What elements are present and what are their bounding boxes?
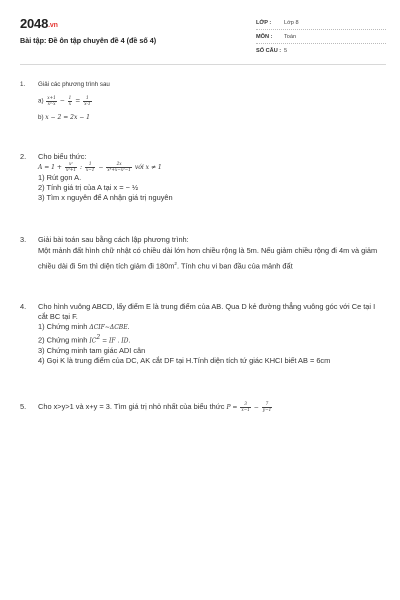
sub-item: 1) Chứng minh ΔCIF~ΔCBE. [38, 322, 130, 331]
question-3 [20, 234, 384, 272]
meta-label: LỚP : [256, 20, 272, 26]
question-intro: Giải bài toán sau bằng cách lập phương trình: [38, 235, 189, 244]
sub-item: 1) Rút gọn A. [38, 173, 82, 183]
question-number: 3. [20, 235, 27, 244]
question-intro: Cho hình vuông ABCD, lấy điểm E là trung điểm của AB. Qua D kẻ đường thẳng vuông góc với Ce tại I cắt BC tại F. [38, 302, 376, 321]
question-intro: Giải các phương trình sau [38, 81, 110, 88]
worksheet-meta [256, 17, 386, 57]
fraction: $\frac{x+1}{\text{x²-x}}$ [47, 95, 56, 106]
question-2 [20, 152, 384, 203]
problem-text: Một mảnh đất hình chữ nhật có chiều dài lớn hơn chiều rộng là 5m. Nếu giảm chiều rộng đi 4m và giảm chiều dài đi 5m thì diện tích giảm đi $180m^2$. Tính chu vi ban đầu của mảnh đất [38, 246, 378, 270]
sub-item: 3) Chứng minh tam giác ADI cân [38, 346, 146, 356]
meta-value: 5 [284, 48, 288, 54]
worksheet-title: Bài tập: Đề ôn tập chuyên đề 4 (đề số 4) [20, 36, 157, 45]
question-number: 2. [20, 152, 27, 161]
meta-label: MÔN : [256, 34, 273, 40]
meta-divider [256, 29, 386, 30]
equation-b: b) x − 2 = 2x − 1 [38, 113, 90, 121]
fraction: $\frac{2x}{\text{x³+x−x²−1}}$ [107, 161, 131, 172]
question-number: 1. [20, 81, 26, 88]
meta-divider [256, 43, 386, 44]
question-intro: Cho biểu thức: [38, 152, 87, 161]
header-divider [20, 64, 386, 65]
question-1 [20, 80, 384, 123]
fraction: $\frac{7}{y-1}$ [262, 401, 272, 412]
fraction: $\frac{1}{x}$ [68, 95, 72, 106]
meta-subject-row [256, 31, 386, 43]
expression-a: A = 1 + $\frac{\text{x²}}{\text{x²+1}}$ : $\frac{1}{x-1}$ − $\frac{2x}{\text{x³+x−x²−1}}$ với x ≠ 1 [38, 161, 162, 172]
question-4 [20, 302, 384, 366]
meta-value: Toán [284, 34, 297, 40]
fraction: $\frac{3}{x-1}$ [241, 401, 250, 412]
fraction: $\frac{1}{x-1}$ [85, 161, 95, 172]
site-logo[interactable]: 2048.vn [20, 16, 58, 31]
sub-item: 3) Tìm x nguyên để A nhận giá trị nguyên [38, 193, 173, 203]
question-number: 5. [20, 402, 27, 411]
fraction: $\frac{\text{x²}}{\text{x²+1}}$ [65, 161, 77, 172]
meta-count-row [256, 45, 386, 57]
sub-item: 2) Tính giá trị của A tại x = − ½ [38, 183, 139, 193]
question-number: 4. [20, 302, 27, 311]
meta-label: SỐ CÂU : [256, 48, 282, 54]
problem-text: Cho x>y>1 và x+y = 3. Tìm giá trị nhỏ nhất của biểu thức [38, 402, 227, 412]
meta-value: Lớp 8 [284, 20, 299, 26]
sub-item: 2) Chứng minh $IC^2$ = IF . ID. [38, 334, 131, 345]
equation-a: a) $\frac{x+1}{\text{x²-x}}$ − $\frac{1}{x}$ = $\frac{1}{x-1}$ [38, 95, 91, 106]
sub-item: 4) Gọi K là trung điểm của DC, AK cắt DF tại H.Tính diện tích tứ giác KHCI biết AB = 6cm [38, 356, 331, 366]
question-5: 5. Cho x>y>1 và x+y = 3. Tìm giá trị nhỏ nhất của biểu thức P = $\frac{3}{x-1}$ − $\frac{7}{y-1}$ [20, 401, 272, 412]
fraction: $\frac{1}{x-1}$ [84, 95, 91, 106]
meta-class-row [256, 17, 386, 29]
